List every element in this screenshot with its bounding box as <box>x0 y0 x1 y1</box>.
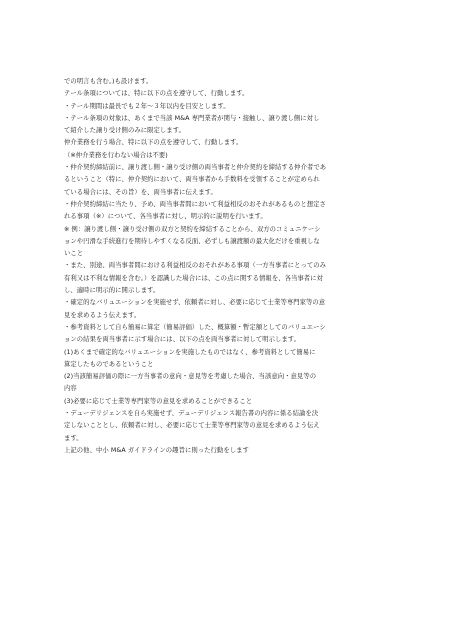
text-line: テール条項については、特に以下の点を遵守して、行動します。 <box>64 90 249 98</box>
text-line: ・また、別途、両当事者間における利益相反のおそれがある事項（一方当事者にとってのみ <box>64 262 327 270</box>
text-line: での明言も含む。)も設けます。 <box>64 78 153 85</box>
text-line: るということ（特に、仲介契約において、両当事者から手数料を受領することが定められ <box>64 176 320 184</box>
text-line: ・デューデリジェンスを自ら実施せず、デューデリジェンス報告書の内容に係る結論を決 <box>64 410 319 418</box>
text-line: ョンや円滑な手続進行を期待しやすくなる反面、必ずしも譲渡額の最大化だけを重視しな <box>64 237 320 245</box>
text-line: し、適時に明示的に開示します。 <box>64 287 160 295</box>
text-line: れる事項（※）について、各当事者に対し、明示的に説明を行います。 <box>64 213 267 221</box>
text-line: 算定したものであるということ <box>64 360 154 368</box>
text-line: 定しないこととし、依頼者に対し、必要に応じて士業等専門家等の意見を求めるよう伝え <box>64 422 320 430</box>
text-line: (3)必要に応じて士業等専門家等の意見を求めることができること <box>64 397 253 405</box>
text-line: ている場合には、その旨）を、両当事者に伝えます。 <box>64 188 217 196</box>
text-line: ・テール期間は最長でも２年～３年以内を目安とします。 <box>64 102 230 110</box>
text-line: ます。 <box>64 434 83 442</box>
text-line: ※ 例：譲り渡し側・譲り受け側の双方と契約を締結することから、双方のコミュニケーシ <box>64 225 321 233</box>
text-line: 有利又は不利な情報を含む。）を認識した場合には、この点に関する情報を、各当事者に対 <box>64 274 323 282</box>
text-line: 内容 <box>64 385 77 393</box>
text-line: ・確定的なバリュエーションを実施せず、依頼者に対し、必要に応じて士業等専門家等の意 <box>64 299 326 307</box>
text-line: 見を求めるよう伝えます。 <box>64 311 141 319</box>
text-line: （※仲介業務を行わない場合は不要) <box>64 151 168 159</box>
text-line: (2)当該簡易評価の際に一方当事者の意向・意見等を考慮した場合、当該意向・意見等の <box>64 373 317 381</box>
text-line: いこと <box>64 250 84 258</box>
text-line: ・テール条項の対象は、あくまで当該 M&A 専門業者が関与・接触し、譲り渡し側に対し <box>64 114 320 122</box>
text-line: て紹介した譲り受け側のみに限定します。 <box>64 127 185 135</box>
text-line: ョンの結果を両当事者に示す場合には、以下の点を両当事者に対して明示します。 <box>64 336 301 344</box>
text-line: ・仲介契約締結前に、譲り渡し側・譲り受け側の両当事者と仲介契約を締結する仲介者であ <box>64 164 327 172</box>
text-line: ・参考資料として自ら簡易に算定（簡易評価）した、概算額・暫定額としてのバリュエーシ <box>64 323 326 331</box>
text-line: ・仲介契約締結に当たり、予め、両当事者間において利益相反のおそれがあるものと想定さ <box>64 200 326 208</box>
text-line: 上記の他、中小 M&A ガイドラインの趣旨に則った行動をします <box>64 446 249 454</box>
text-line: (1)あくまで確定的なバリュエーションを実施したものではなく、参考資料として簡易に <box>64 348 316 356</box>
document-body <box>64 76 394 457</box>
text-line: 仲介業務を行う場合、特に以下の点を遵守して、行動します。 <box>64 139 243 147</box>
